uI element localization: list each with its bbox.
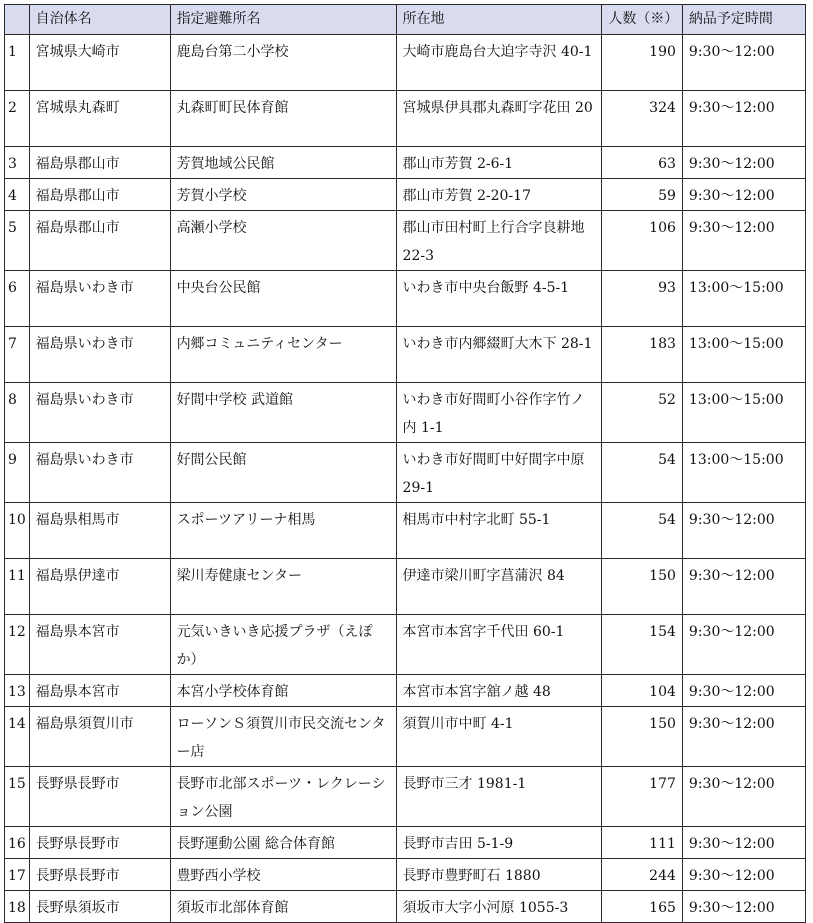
- row-shelter-name: 元気いきいき応援プラザ（えぽか）: [170, 615, 396, 675]
- table-row: [5, 179, 806, 211]
- row-people-count: 244: [602, 859, 683, 891]
- row-people-count: 150: [602, 559, 683, 615]
- table-row: [5, 859, 806, 891]
- table-row: [5, 211, 806, 271]
- row-delivery-time: 9:30～12:00: [682, 827, 805, 859]
- shelter-table-wrapper: [4, 4, 806, 923]
- row-delivery-time: 13:00～15:00: [682, 327, 805, 383]
- table-row: [5, 35, 806, 91]
- row-number: 11: [5, 559, 30, 615]
- row-people-count: 104: [602, 675, 683, 707]
- row-municipality: 宮城県大崎市: [29, 35, 170, 91]
- row-delivery-time: 9:30～12:00: [682, 707, 805, 767]
- row-shelter-name: 長野市北部スポーツ・レクレーション公園: [170, 767, 396, 827]
- row-address: 長野市豊野町石 1880: [396, 859, 602, 891]
- row-address: 郡山市芳賀 2-20-17: [396, 179, 602, 211]
- row-number: 15: [5, 767, 30, 827]
- row-shelter-name: 鹿島台第二小学校: [170, 35, 396, 91]
- row-address: 郡山市芳賀 2-6-1: [396, 147, 602, 179]
- row-delivery-time: 13:00～15:00: [682, 443, 805, 503]
- header-address: 所在地: [396, 5, 602, 35]
- row-number: 4: [5, 179, 30, 211]
- row-delivery-time: 9:30～12:00: [682, 147, 805, 179]
- table-row: [5, 271, 806, 327]
- table-header-row: [5, 5, 806, 35]
- row-number: 17: [5, 859, 30, 891]
- table-row: [5, 443, 806, 503]
- header-people: 人数（※）: [602, 5, 683, 35]
- row-delivery-time: 9:30～12:00: [682, 675, 805, 707]
- row-municipality: 長野県須坂市: [29, 891, 170, 923]
- row-shelter-name: 長野運動公園 総合体育館: [170, 827, 396, 859]
- header-shelter: 指定避難所名: [170, 5, 396, 35]
- table-row: [5, 327, 806, 383]
- row-delivery-time: 9:30～12:00: [682, 767, 805, 827]
- row-delivery-time: 9:30～12:00: [682, 891, 805, 923]
- row-delivery-time: 9:30～12:00: [682, 615, 805, 675]
- row-people-count: 190: [602, 35, 683, 91]
- row-people-count: 52: [602, 383, 683, 443]
- row-shelter-name: 丸森町町民体育館: [170, 91, 396, 147]
- row-people-count: 54: [602, 503, 683, 559]
- row-address: 本宮市本宮字千代田 60-1: [396, 615, 602, 675]
- row-address: 本宮市本宮字舘ノ越 48: [396, 675, 602, 707]
- row-people-count: 59: [602, 179, 683, 211]
- row-municipality: 福島県本宮市: [29, 615, 170, 675]
- table-row: [5, 383, 806, 443]
- row-number: 5: [5, 211, 30, 271]
- row-municipality: 福島県本宮市: [29, 675, 170, 707]
- row-shelter-name: 高瀬小学校: [170, 211, 396, 271]
- row-delivery-time: 13:00～15:00: [682, 271, 805, 327]
- table-row: [5, 559, 806, 615]
- row-shelter-name: 内郷コミュニティセンター: [170, 327, 396, 383]
- row-address: 伊達市梁川町字菖蒲沢 84: [396, 559, 602, 615]
- row-municipality: 宮城県丸森町: [29, 91, 170, 147]
- row-delivery-time: 9:30～12:00: [682, 503, 805, 559]
- row-people-count: 111: [602, 827, 683, 859]
- row-address: 大崎市鹿島台大迫字寺沢 40-1: [396, 35, 602, 91]
- row-shelter-name: 豊野西小学校: [170, 859, 396, 891]
- row-shelter-name: 芳賀小学校: [170, 179, 396, 211]
- row-number: 8: [5, 383, 30, 443]
- row-shelter-name: 中央台公民館: [170, 271, 396, 327]
- row-people-count: 54: [602, 443, 683, 503]
- row-municipality: 福島県いわき市: [29, 383, 170, 443]
- row-number: 6: [5, 271, 30, 327]
- table-row: [5, 91, 806, 147]
- row-address: いわき市中央台飯野 4-5-1: [396, 271, 602, 327]
- table-row: [5, 891, 806, 923]
- row-address: 宮城県伊具郡丸森町字花田 20: [396, 91, 602, 147]
- row-people-count: 150: [602, 707, 683, 767]
- shelter-delivery-table: [4, 4, 806, 923]
- row-people-count: 165: [602, 891, 683, 923]
- table-row: [5, 147, 806, 179]
- header-index: [5, 5, 30, 35]
- header-delivery-time: 納品予定時間: [682, 5, 805, 35]
- row-address: いわき市好間町中好間字中原 29-1: [396, 443, 602, 503]
- row-shelter-name: 梁川寿健康センター: [170, 559, 396, 615]
- row-number: 16: [5, 827, 30, 859]
- row-municipality: 福島県郡山市: [29, 211, 170, 271]
- row-municipality: 福島県郡山市: [29, 179, 170, 211]
- row-people-count: 93: [602, 271, 683, 327]
- row-address: 須賀川市中町 4-1: [396, 707, 602, 767]
- row-delivery-time: 9:30～12:00: [682, 211, 805, 271]
- row-address: 須坂市大字小河原 1055-3: [396, 891, 602, 923]
- row-delivery-time: 9:30～12:00: [682, 91, 805, 147]
- row-people-count: 154: [602, 615, 683, 675]
- row-address: 相馬市中村字北町 55-1: [396, 503, 602, 559]
- row-municipality: 福島県いわき市: [29, 443, 170, 503]
- table-row: [5, 827, 806, 859]
- row-municipality: 長野県長野市: [29, 827, 170, 859]
- row-municipality: 長野県長野市: [29, 767, 170, 827]
- row-delivery-time: 9:30～12:00: [682, 559, 805, 615]
- row-delivery-time: 13:00～15:00: [682, 383, 805, 443]
- row-municipality: 福島県郡山市: [29, 147, 170, 179]
- row-people-count: 63: [602, 147, 683, 179]
- row-number: 14: [5, 707, 30, 767]
- table-row: [5, 707, 806, 767]
- table-row: [5, 767, 806, 827]
- row-people-count: 106: [602, 211, 683, 271]
- row-address: いわき市好間町小谷作字竹ノ内 1-1: [396, 383, 602, 443]
- row-shelter-name: 本宮小学校体育館: [170, 675, 396, 707]
- row-number: 9: [5, 443, 30, 503]
- row-number: 18: [5, 891, 30, 923]
- row-people-count: 324: [602, 91, 683, 147]
- row-number: 10: [5, 503, 30, 559]
- row-number: 3: [5, 147, 30, 179]
- row-shelter-name: 好間公民館: [170, 443, 396, 503]
- row-shelter-name: 須坂市北部体育館: [170, 891, 396, 923]
- row-number: 7: [5, 327, 30, 383]
- row-delivery-time: 9:30～12:00: [682, 859, 805, 891]
- table-row: [5, 503, 806, 559]
- row-shelter-name: スポーツアリーナ相馬: [170, 503, 396, 559]
- row-address: 長野市吉田 5-1-9: [396, 827, 602, 859]
- row-number: 1: [5, 35, 30, 91]
- row-municipality: 福島県いわき市: [29, 271, 170, 327]
- table-row: [5, 675, 806, 707]
- table-row: [5, 615, 806, 675]
- row-address: 長野市三才 1981-1: [396, 767, 602, 827]
- row-number: 2: [5, 91, 30, 147]
- row-municipality: 福島県いわき市: [29, 327, 170, 383]
- row-municipality: 福島県伊達市: [29, 559, 170, 615]
- row-address: いわき市内郷綴町大木下 28-1: [396, 327, 602, 383]
- row-shelter-name: 芳賀地域公民館: [170, 147, 396, 179]
- row-number: 13: [5, 675, 30, 707]
- row-delivery-time: 9:30～12:00: [682, 179, 805, 211]
- row-shelter-name: ローソンＳ須賀川市民交流センター店: [170, 707, 396, 767]
- row-address: 郡山市田村町上行合字良耕地 22-3: [396, 211, 602, 271]
- row-municipality: 福島県須賀川市: [29, 707, 170, 767]
- row-number: 12: [5, 615, 30, 675]
- row-municipality: 福島県相馬市: [29, 503, 170, 559]
- row-people-count: 183: [602, 327, 683, 383]
- row-shelter-name: 好間中学校 武道館: [170, 383, 396, 443]
- header-municipality: 自治体名: [29, 5, 170, 35]
- row-people-count: 177: [602, 767, 683, 827]
- row-municipality: 長野県長野市: [29, 859, 170, 891]
- row-delivery-time: 9:30～12:00: [682, 35, 805, 91]
